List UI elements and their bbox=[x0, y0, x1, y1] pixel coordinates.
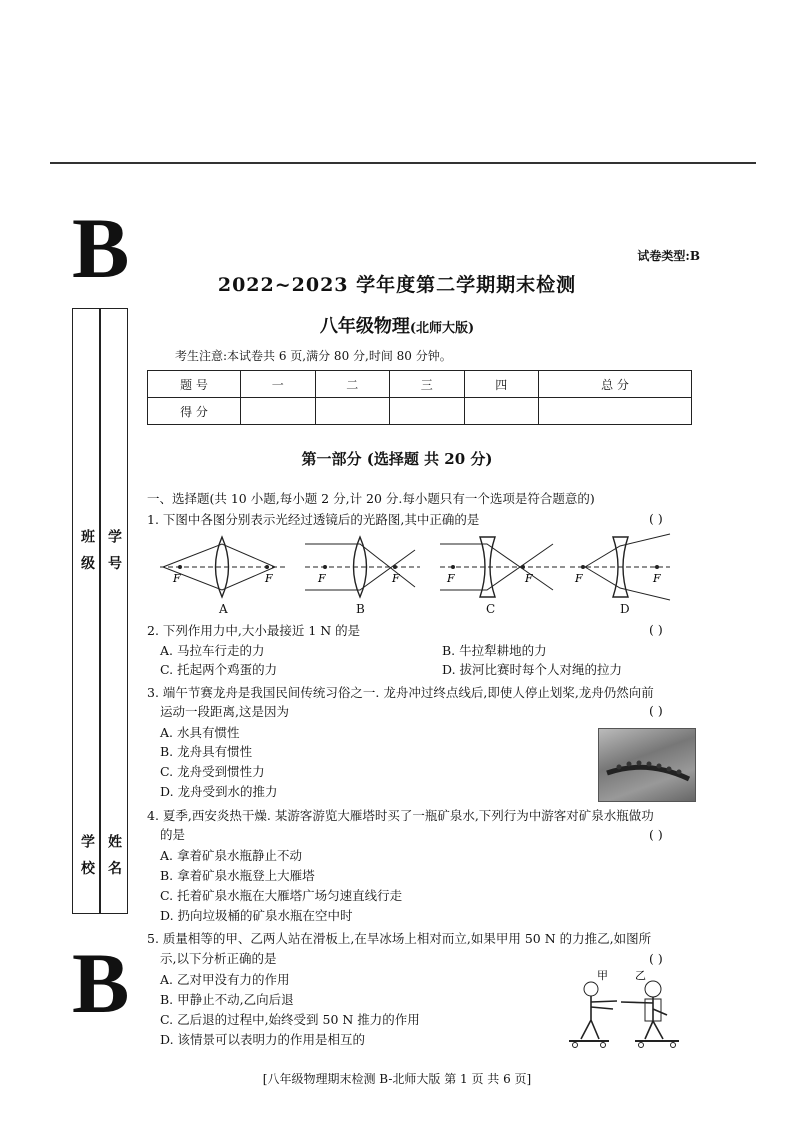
lens-diagram-b bbox=[305, 537, 420, 597]
score-cell[interactable] bbox=[539, 398, 692, 425]
top-rule bbox=[50, 162, 756, 164]
question-2-answer-box[interactable]: ( ) bbox=[649, 622, 663, 637]
question-4-answer-box[interactable]: ( ) bbox=[649, 827, 663, 842]
exam-type: 试卷类型:B bbox=[637, 249, 700, 263]
school-label: 学 校 bbox=[79, 834, 95, 879]
person-yi-label: 乙 bbox=[635, 969, 646, 982]
score-header-cell: 二 bbox=[315, 371, 390, 398]
question-4-option-b: B. 拿着矿泉水瓶登上大雁塔 bbox=[160, 868, 315, 883]
score-header-cell: 总 分 bbox=[539, 371, 692, 398]
score-cell[interactable] bbox=[315, 398, 390, 425]
score-table-score-row bbox=[148, 398, 692, 425]
question-5-stem: 5. 质量相等的甲、乙两人站在滑板上,在旱冰场上相对而立,如果甲用 50 N 的力推乙,如图所 bbox=[147, 931, 652, 946]
student-info-box bbox=[72, 308, 128, 914]
question-2-option-c: C. 托起两个鸡蛋的力 bbox=[160, 662, 278, 677]
exam-subtitle bbox=[0, 312, 794, 338]
question-5-option-d: D. 该情景可以表明力的作用是相互的 bbox=[160, 1032, 366, 1047]
name-label: 姓 名 bbox=[106, 834, 122, 879]
exam-title: 2022~2023 学年度第二学期期末检测 bbox=[217, 274, 577, 296]
exam-type-letter-top: B bbox=[72, 200, 130, 296]
part-one-heading: 第一部分 (选择题 共 20 分) bbox=[301, 450, 493, 468]
score-table bbox=[147, 370, 692, 425]
question-4-option-c: C. 托着矿泉水瓶在大雁塔广场匀速直线行走 bbox=[160, 888, 403, 903]
exam-type-letter-bottom: B bbox=[72, 935, 130, 1031]
lens-diagrams bbox=[155, 532, 675, 614]
score-table-header-row bbox=[148, 371, 692, 398]
score-cell[interactable] bbox=[390, 398, 465, 425]
question-4-option-d: D. 扔向垃圾桶的矿泉水瓶在空中时 bbox=[160, 908, 353, 923]
question-5-stem-continued: 示,以下分析正确的是 bbox=[160, 951, 277, 966]
lens-diagram-d bbox=[570, 534, 670, 600]
question-3-option-a: A. 水具有惯性 bbox=[160, 725, 240, 740]
question-5-option-b: B. 甲静止不动,乙向后退 bbox=[160, 992, 294, 1007]
focal-label: F bbox=[265, 572, 273, 585]
question-3-option-c: C. 龙舟受到惯性力 bbox=[160, 764, 265, 779]
focal-label: F bbox=[575, 572, 583, 585]
class-label: 班 级 bbox=[79, 529, 95, 574]
question-3-stem-continued: 运动一段距离,这是因为 bbox=[160, 704, 289, 719]
question-3-stem: 3. 端午节赛龙舟是我国民间传统习俗之一. 龙舟冲过终点线后,即使人停止划桨,龙舟仍然向前 bbox=[147, 685, 654, 700]
student-number-label: 学 号 bbox=[106, 529, 122, 574]
sidebar-divider bbox=[99, 309, 101, 913]
lens-diagram-a bbox=[160, 537, 285, 597]
focal-label: F bbox=[173, 572, 181, 585]
score-header-cell: 一 bbox=[241, 371, 316, 398]
question-2-option-b: B. 牛拉犁耕地的力 bbox=[442, 643, 547, 658]
edition-label: (北师大版) bbox=[409, 321, 475, 336]
question-4-option-a: A. 拿着矿泉水瓶静止不动 bbox=[160, 848, 302, 863]
section-instructions: 一、选择题(共 10 小题,每小题 2 分,计 20 分.每小题只有一个选项是符合题意的) bbox=[147, 491, 595, 506]
skateboard-push-figure bbox=[555, 965, 690, 1050]
score-cell[interactable] bbox=[241, 398, 316, 425]
question-1-stem: 1. 下图中各图分别表示光经过透镜后的光路图,其中正确的是 bbox=[147, 512, 480, 527]
focal-label: F bbox=[318, 572, 326, 585]
question-3-option-b: B. 龙舟具有惯性 bbox=[160, 744, 253, 759]
focal-label: F bbox=[392, 572, 400, 585]
figure-label-b: B bbox=[356, 602, 365, 616]
exam-notice: 考生注意:本试卷共 6 页,满分 80 分,时间 80 分钟。 bbox=[175, 349, 452, 363]
score-row-label: 得 分 bbox=[148, 398, 241, 425]
page-footer: [八年级物理期末检测 B-北师大版 第 1 页 共 6 页] bbox=[262, 1072, 532, 1086]
question-2-option-a: A. 马拉车行走的力 bbox=[160, 643, 265, 658]
question-4-stem-continued: 的是 bbox=[160, 827, 186, 842]
lens-diagram-c bbox=[440, 537, 565, 597]
score-cell[interactable] bbox=[464, 398, 539, 425]
score-header-cell: 四 bbox=[464, 371, 539, 398]
question-1-answer-box[interactable]: ( ) bbox=[649, 511, 663, 526]
focal-label: F bbox=[447, 572, 455, 585]
figure-label-c: C bbox=[486, 602, 496, 616]
score-header-cell: 三 bbox=[390, 371, 465, 398]
question-2-option-d: D. 拔河比赛时每个人对绳的拉力 bbox=[442, 662, 623, 677]
question-2-stem: 2. 下列作用力中,大小最接近 1 N 的是 bbox=[147, 623, 361, 638]
subject-label: 八年级物理 bbox=[319, 316, 410, 337]
dragon-boat-photo bbox=[598, 728, 696, 802]
question-3-option-d: D. 龙舟受到水的推力 bbox=[160, 784, 278, 799]
question-5-option-c: C. 乙后退的过程中,始终受到 50 N 推力的作用 bbox=[160, 1012, 420, 1027]
question-5-option-a: A. 乙对甲没有力的作用 bbox=[160, 972, 290, 987]
person-jia-label: 甲 bbox=[597, 969, 608, 982]
question-3-answer-box[interactable]: ( ) bbox=[649, 703, 663, 718]
focal-label: F bbox=[525, 572, 533, 585]
question-5-answer-box[interactable]: ( ) bbox=[649, 951, 663, 966]
figure-label-d: D bbox=[620, 602, 630, 616]
figure-label-a: A bbox=[219, 602, 228, 616]
focal-label: F bbox=[653, 572, 661, 585]
question-4-stem: 4. 夏季,西安炎热干燥. 某游客游览大雁塔时买了一瓶矿泉水,下列行为中游客对矿泉水瓶做功 bbox=[147, 808, 654, 823]
score-header-cell: 题 号 bbox=[148, 371, 241, 398]
